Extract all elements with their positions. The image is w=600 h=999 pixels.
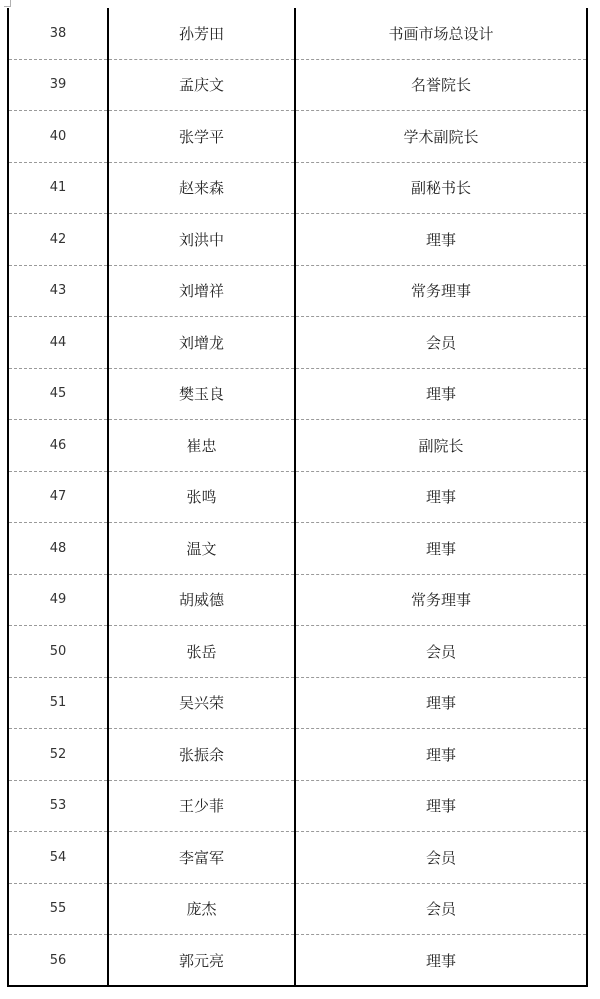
table-row [9, 111, 586, 163]
row-number-cell: 46 [9, 420, 108, 472]
row-number-cell: 56 [9, 935, 108, 986]
member-role-cell: 会员 [295, 626, 586, 678]
member-role-cell: 理事 [295, 729, 586, 781]
row-number-cell: 53 [9, 780, 108, 832]
table-row [9, 523, 586, 575]
member-table-container [7, 8, 588, 987]
member-name-cell: 张岳 [108, 626, 295, 678]
member-name-cell: 刘增龙 [108, 317, 295, 369]
table-row [9, 265, 586, 317]
row-number-cell: 38 [9, 8, 108, 59]
member-role-cell: 会员 [295, 832, 586, 884]
table-row [9, 574, 586, 626]
member-name-cell: 张鸣 [108, 471, 295, 523]
member-name-cell: 张振余 [108, 729, 295, 781]
table-row [9, 832, 586, 884]
table-row [9, 677, 586, 729]
member-role-cell: 理事 [295, 523, 586, 575]
member-name-cell: 樊玉良 [108, 368, 295, 420]
row-number-cell: 50 [9, 626, 108, 678]
member-role-cell: 常务理事 [295, 265, 586, 317]
member-name-cell: 温文 [108, 523, 295, 575]
member-name-cell: 崔忠 [108, 420, 295, 472]
table-row [9, 317, 586, 369]
member-name-cell: 孙芳田 [108, 8, 295, 59]
row-number-cell: 42 [9, 214, 108, 266]
table-row [9, 935, 586, 986]
member-name-cell: 胡威德 [108, 574, 295, 626]
member-name-cell: 张学平 [108, 111, 295, 163]
table-row [9, 883, 586, 935]
member-name-cell: 郭元亮 [108, 935, 295, 986]
row-number-cell: 51 [9, 677, 108, 729]
member-name-cell: 刘增祥 [108, 265, 295, 317]
member-role-cell: 副秘书长 [295, 162, 586, 214]
member-role-cell: 书画市场总设计 [295, 8, 586, 59]
table-row [9, 59, 586, 111]
member-name-cell: 庞杰 [108, 883, 295, 935]
row-number-cell: 43 [9, 265, 108, 317]
member-role-cell: 会员 [295, 883, 586, 935]
table-row [9, 626, 586, 678]
member-role-cell: 名誉院长 [295, 59, 586, 111]
member-role-cell: 副院长 [295, 420, 586, 472]
row-number-cell: 55 [9, 883, 108, 935]
member-table-body [9, 8, 586, 986]
table-row [9, 214, 586, 266]
table-row [9, 420, 586, 472]
row-number-cell: 45 [9, 368, 108, 420]
member-name-cell: 吴兴荣 [108, 677, 295, 729]
row-number-cell: 52 [9, 729, 108, 781]
table-row [9, 368, 586, 420]
table-row [9, 729, 586, 781]
member-name-cell: 孟庆文 [108, 59, 295, 111]
row-number-cell: 41 [9, 162, 108, 214]
page-corner-mark [4, 0, 11, 7]
member-role-cell: 理事 [295, 214, 586, 266]
member-role-cell: 理事 [295, 471, 586, 523]
member-role-cell: 理事 [295, 677, 586, 729]
row-number-cell: 39 [9, 59, 108, 111]
table-row [9, 162, 586, 214]
row-number-cell: 54 [9, 832, 108, 884]
table-row [9, 780, 586, 832]
member-role-cell: 理事 [295, 368, 586, 420]
table-row [9, 471, 586, 523]
row-number-cell: 49 [9, 574, 108, 626]
member-role-cell: 常务理事 [295, 574, 586, 626]
member-name-cell: 刘洪中 [108, 214, 295, 266]
row-number-cell: 44 [9, 317, 108, 369]
member-role-cell: 理事 [295, 780, 586, 832]
member-name-cell: 李富军 [108, 832, 295, 884]
member-name-cell: 王少菲 [108, 780, 295, 832]
member-role-cell: 会员 [295, 317, 586, 369]
row-number-cell: 47 [9, 471, 108, 523]
member-table [9, 8, 586, 986]
member-name-cell: 赵来森 [108, 162, 295, 214]
row-number-cell: 40 [9, 111, 108, 163]
row-number-cell: 48 [9, 523, 108, 575]
member-role-cell: 理事 [425, 951, 456, 970]
member-role-cell: 学术副院长 [295, 111, 586, 163]
table-row [9, 8, 586, 59]
